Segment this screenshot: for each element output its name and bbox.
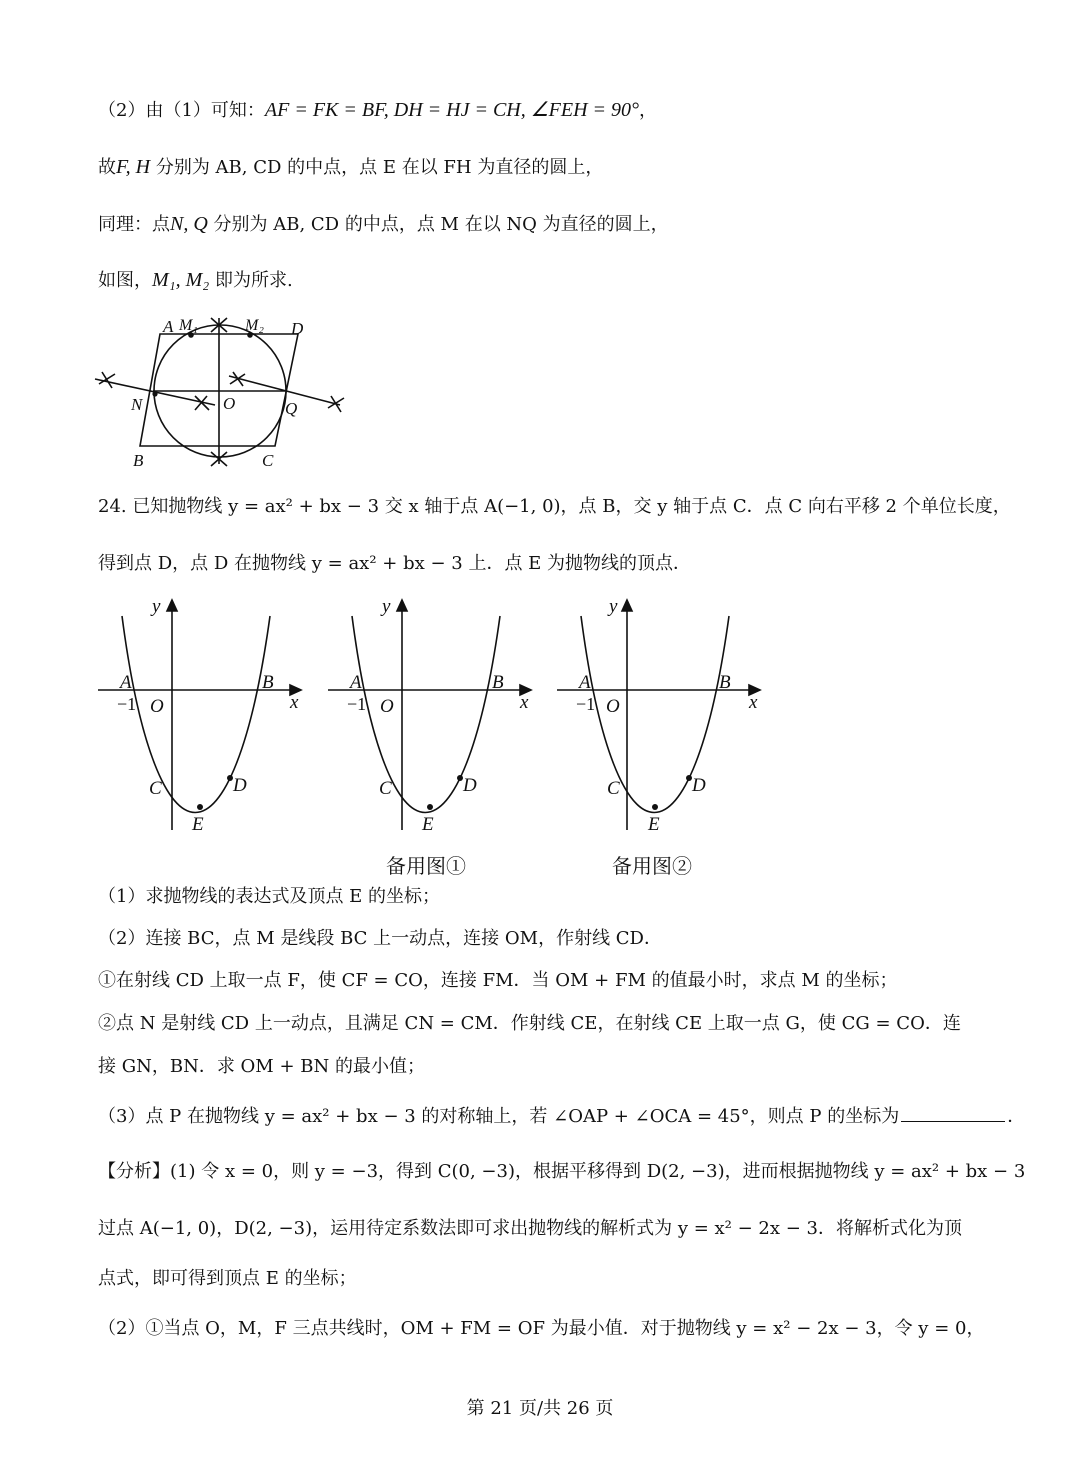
label-d: D: [692, 775, 706, 796]
label-c: C: [149, 778, 162, 799]
label-d: D: [291, 319, 304, 338]
question-1: （1）求抛物线的表达式及顶点 E 的坐标；: [98, 886, 441, 907]
label-x: x: [290, 692, 299, 713]
point-n: [152, 391, 157, 396]
question-2-2: ②点 N 是射线 CD 上一动点，且满足 CN = CM．作射线 CE，在射线 CE 上取一点 G，使 CG = CO．连: [98, 1013, 961, 1034]
label-b: B: [492, 672, 504, 693]
q24-line-1: 24. 已知抛物线 y = ax² + bx − 3 交 x 轴于点 A(−1, 0)，点 B，交 y 轴于点 C．点 C 向右平移 2 个单位长度，: [98, 496, 1011, 517]
label-d: D: [463, 775, 477, 796]
label-e: E: [422, 814, 434, 835]
text-line-1: （2）由（1）可知：AF = FK = BF, DH = HJ = CH, ∠FEH = 90°，: [98, 99, 658, 121]
label-c: C: [607, 778, 620, 799]
y-axis-arrow: [167, 600, 177, 611]
label-x: x: [749, 692, 758, 713]
label-e: E: [648, 814, 660, 835]
label-y: y: [382, 596, 391, 617]
q24-line-2: 得到点 D，点 D 在抛物线 y = ax² + bx − 3 上．点 E 为抛物线的顶点．: [98, 553, 692, 574]
caption-backup-2: 备用图②: [612, 854, 692, 878]
point-e: [652, 804, 658, 810]
analysis-line-4: （2）①当点 O，M，F 三点共线时，OM + FM = OF 为最小值．对于抛物线 y = x² − 2x − 3，令 y = 0，: [98, 1318, 985, 1339]
graph-3: [555, 598, 770, 838]
label-b: B: [719, 672, 731, 693]
label-o: O: [223, 394, 236, 413]
label-o: O: [380, 696, 394, 717]
label-d: D: [233, 775, 247, 796]
label-a: A: [350, 672, 362, 693]
geometry-figure: [95, 312, 355, 477]
caption-backup-1: 备用图①: [386, 854, 466, 878]
label-o: O: [150, 696, 164, 717]
question-3: （3）点 P 在抛物线 y = ax² + bx − 3 的对称轴上，若 ∠OAP + ∠OCA = 45°，则点 P 的坐标为 ．: [98, 1106, 1026, 1127]
analysis-line-3: 点式，即可得到顶点 E 的坐标；: [98, 1268, 357, 1289]
point-e: [427, 804, 433, 810]
parabola: [581, 616, 729, 813]
page-footer: 第 21 页/共 26 页: [466, 1398, 614, 1419]
label-o: O: [606, 696, 620, 717]
question-2-2-cont: 接 GN，BN．求 OM + BN 的最小值；: [98, 1056, 425, 1077]
label-q: Q: [285, 399, 298, 418]
label-c: C: [262, 451, 274, 470]
label-minus1: −1: [117, 694, 137, 714]
y-axis-arrow: [397, 600, 407, 611]
graph-2: [326, 598, 541, 838]
label-b: B: [133, 451, 144, 470]
point-e: [197, 804, 203, 810]
label-a: A: [163, 317, 174, 336]
y-axis-arrow: [622, 600, 632, 611]
question-2-1: ①在射线 CD 上取一点 F，使 CF = CO，连接 FM．当 OM + FM 的值最小时，求点 M 的坐标；: [98, 970, 898, 991]
parabola: [352, 616, 500, 813]
label-y: y: [152, 596, 161, 617]
label-m1: M₁: [179, 317, 198, 334]
parabola: [122, 616, 270, 813]
label-a: A: [120, 672, 132, 693]
label-c: C: [379, 778, 392, 799]
label-a: A: [579, 672, 591, 693]
label-minus1: −1: [576, 694, 596, 714]
label-minus1: −1: [347, 694, 367, 714]
analysis-line-2: 过点 A(−1, 0)，D(2, −3)，运用待定系数法即可求出抛物线的解析式为 y = x² − 2x − 3．将解析式化为顶: [98, 1218, 962, 1239]
label-b: B: [262, 672, 274, 693]
text-line-3: 同理：点N, Q 分别为 AB, CD 的中点，点 M 在以 NQ 为直径的圆上，: [98, 213, 669, 235]
analysis-line-1: 【分析】(1) 令 x = 0，则 y = −3，得到 C(0, −3)，根据平移得到 D(2, −3)，进而根据抛物线 y = ax² + bx − 3: [98, 1161, 1026, 1182]
label-e: E: [192, 814, 204, 835]
arc-mark-right: [328, 396, 344, 412]
question-2: （2）连接 BC，点 M 是线段 BC 上一动点，连接 OM，作射线 CD．: [98, 928, 662, 949]
label-x: x: [520, 692, 529, 713]
answer-blank[interactable]: [901, 1107, 1005, 1122]
graph-1: [96, 598, 311, 838]
label-y: y: [609, 596, 618, 617]
label-n: N: [131, 395, 143, 414]
label-m2: M₂: [245, 317, 264, 334]
text-line-4: 如图，M₁, M₂ 即为所求.: [98, 269, 293, 291]
text-line-2: 故F, H 分别为 AB, CD 的中点，点 E 在以 FH 为直径的圆上，: [98, 156, 604, 178]
